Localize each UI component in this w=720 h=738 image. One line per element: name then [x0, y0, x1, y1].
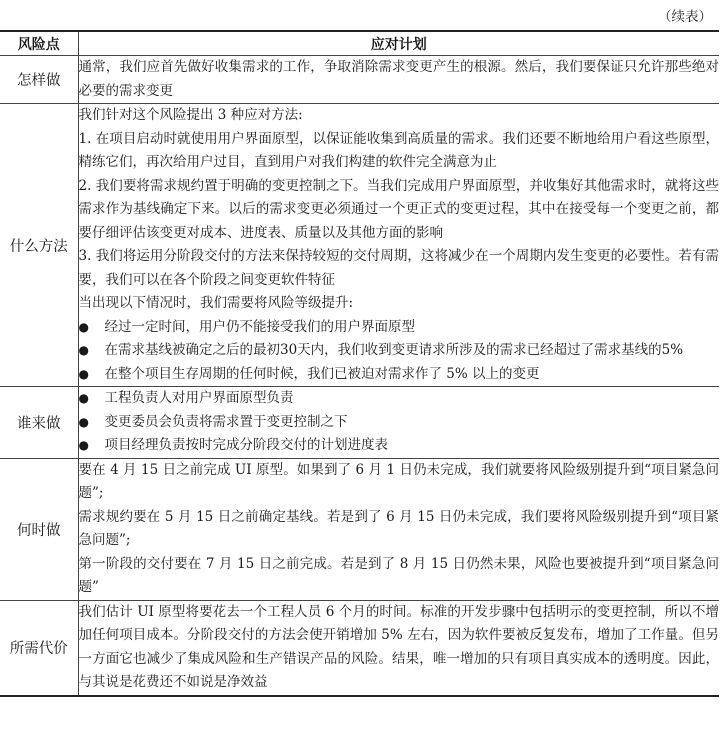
methods-intro: 我们针对这个风险提出 3 种应对方法: [78, 107, 303, 123]
deadline-ui-prototype: 要在 4 月 15 日之前完成 UI 原型。如果到了 6 月 1 日仍未完成，我们就要将风险级别提升到“项目紧急问题”; [78, 461, 719, 501]
row-label-who: 谁来做 [0, 387, 78, 459]
row-how [0, 56, 719, 104]
list-item: ● 经过一定时间，用户仍不能接受我们的用户界面原型 [79, 316, 720, 340]
row-label-cost: 所需代价 [0, 600, 78, 696]
list-item: ● 在整个项目生存周期的任何时候，我们已被迫对需求作了 5% 以上的变更 [79, 363, 720, 387]
list-item: ● 项目经理负责按时完成分阶段交付的计划进度表 [79, 434, 720, 458]
deadline-requirements-baseline: 需求规约要在 5 月 15 日之前确定基线。若是到了 6 月 15 日仍未完成，我们要将风险级别提升到“项目紧急问题”; [78, 508, 719, 548]
cost-text: 我们估计 UI 原型将要花去一个工程人员 6 个月的时间。标准的开发步骤中包括明示的变更控制，所以不增加任何项目成本。分阶段交付的方法会使开销增加 5% 左右，因为软件要被反复发布，增加了工作量。但另一方面它也减少了集成风险和生产错误产品的风险。结果，唯一增加的只有项目真实成本的透明度。因此，与其说是花费还不如说是净效益 [78, 603, 719, 690]
method-3: 3. 我们将运用分阶段交付的方法来保持较短的交付周期，这将减少在一个周期内发生变更的必要性。若有需要，我们可以在各个阶段之间变更软件特征 [78, 248, 719, 288]
escalate-intro: 当出现以下情况时，我们需要将风险等级提升: [78, 295, 354, 311]
row-content-how [78, 56, 719, 104]
escalation-list [79, 316, 720, 387]
row-label-what: 什么方法 [0, 104, 78, 387]
row-label-how: 怎样做 [0, 56, 78, 104]
row-content-when [78, 458, 719, 600]
continued-label: （续表） [658, 9, 712, 25]
row-content-cost [78, 600, 719, 696]
list-item: ● 工程负责人对用户界面原型负责 [79, 387, 720, 411]
header-risk-point: 风险点 [0, 31, 78, 56]
risk-plan-table [0, 30, 719, 697]
row-what [0, 104, 719, 387]
list-item: ● 变更委员会负责将需求置于变更控制之下 [79, 411, 720, 435]
table-header-row [0, 31, 719, 56]
method-2: 2. 我们要将需求规约置于明确的变更控制之下。当我们完成用户界面原型，并收集好其他需求时，就将这些需求作为基线确定下来。以后的需求变更必须通过一个更正式的变更过程，其中在接受每一个变更之前，都要仔细评估该变更对成本、进度表、质量以及其他方面的影响 [78, 177, 719, 241]
how-text: 通常，我们应首先做好收集需求的工作，争取消除需求变更产生的根源。然后，我们要保证只允许那些绝对必要的需求变更 [78, 59, 719, 99]
header-response-plan: 应对计划 [78, 31, 719, 56]
responsibility-list [79, 387, 720, 458]
row-cost [0, 600, 719, 696]
row-who [0, 387, 719, 459]
row-when [0, 458, 719, 600]
deadline-first-phase: 第一阶段的交付要在 7 月 15 日之前完成。若是到了 8 月 15 日仍然未果，风险也要被提升到“项目紧急问题” [78, 555, 719, 595]
row-label-when: 何时做 [0, 458, 78, 600]
list-item: ● 在需求基线被确定之后的最初30天内，我们收到变更请求所涉及的需求已经超过了需求基线的5% [79, 339, 720, 363]
row-content-what [78, 104, 719, 387]
method-1: 1. 在项目启动时就使用用户界面原型，以保证能收集到高质量的需求。我们还要不断地给用户看这些原型，精练它们，再次给用户过目，直到用户对我们构建的软件完全满意为止 [78, 130, 719, 170]
row-content-who [78, 387, 719, 459]
